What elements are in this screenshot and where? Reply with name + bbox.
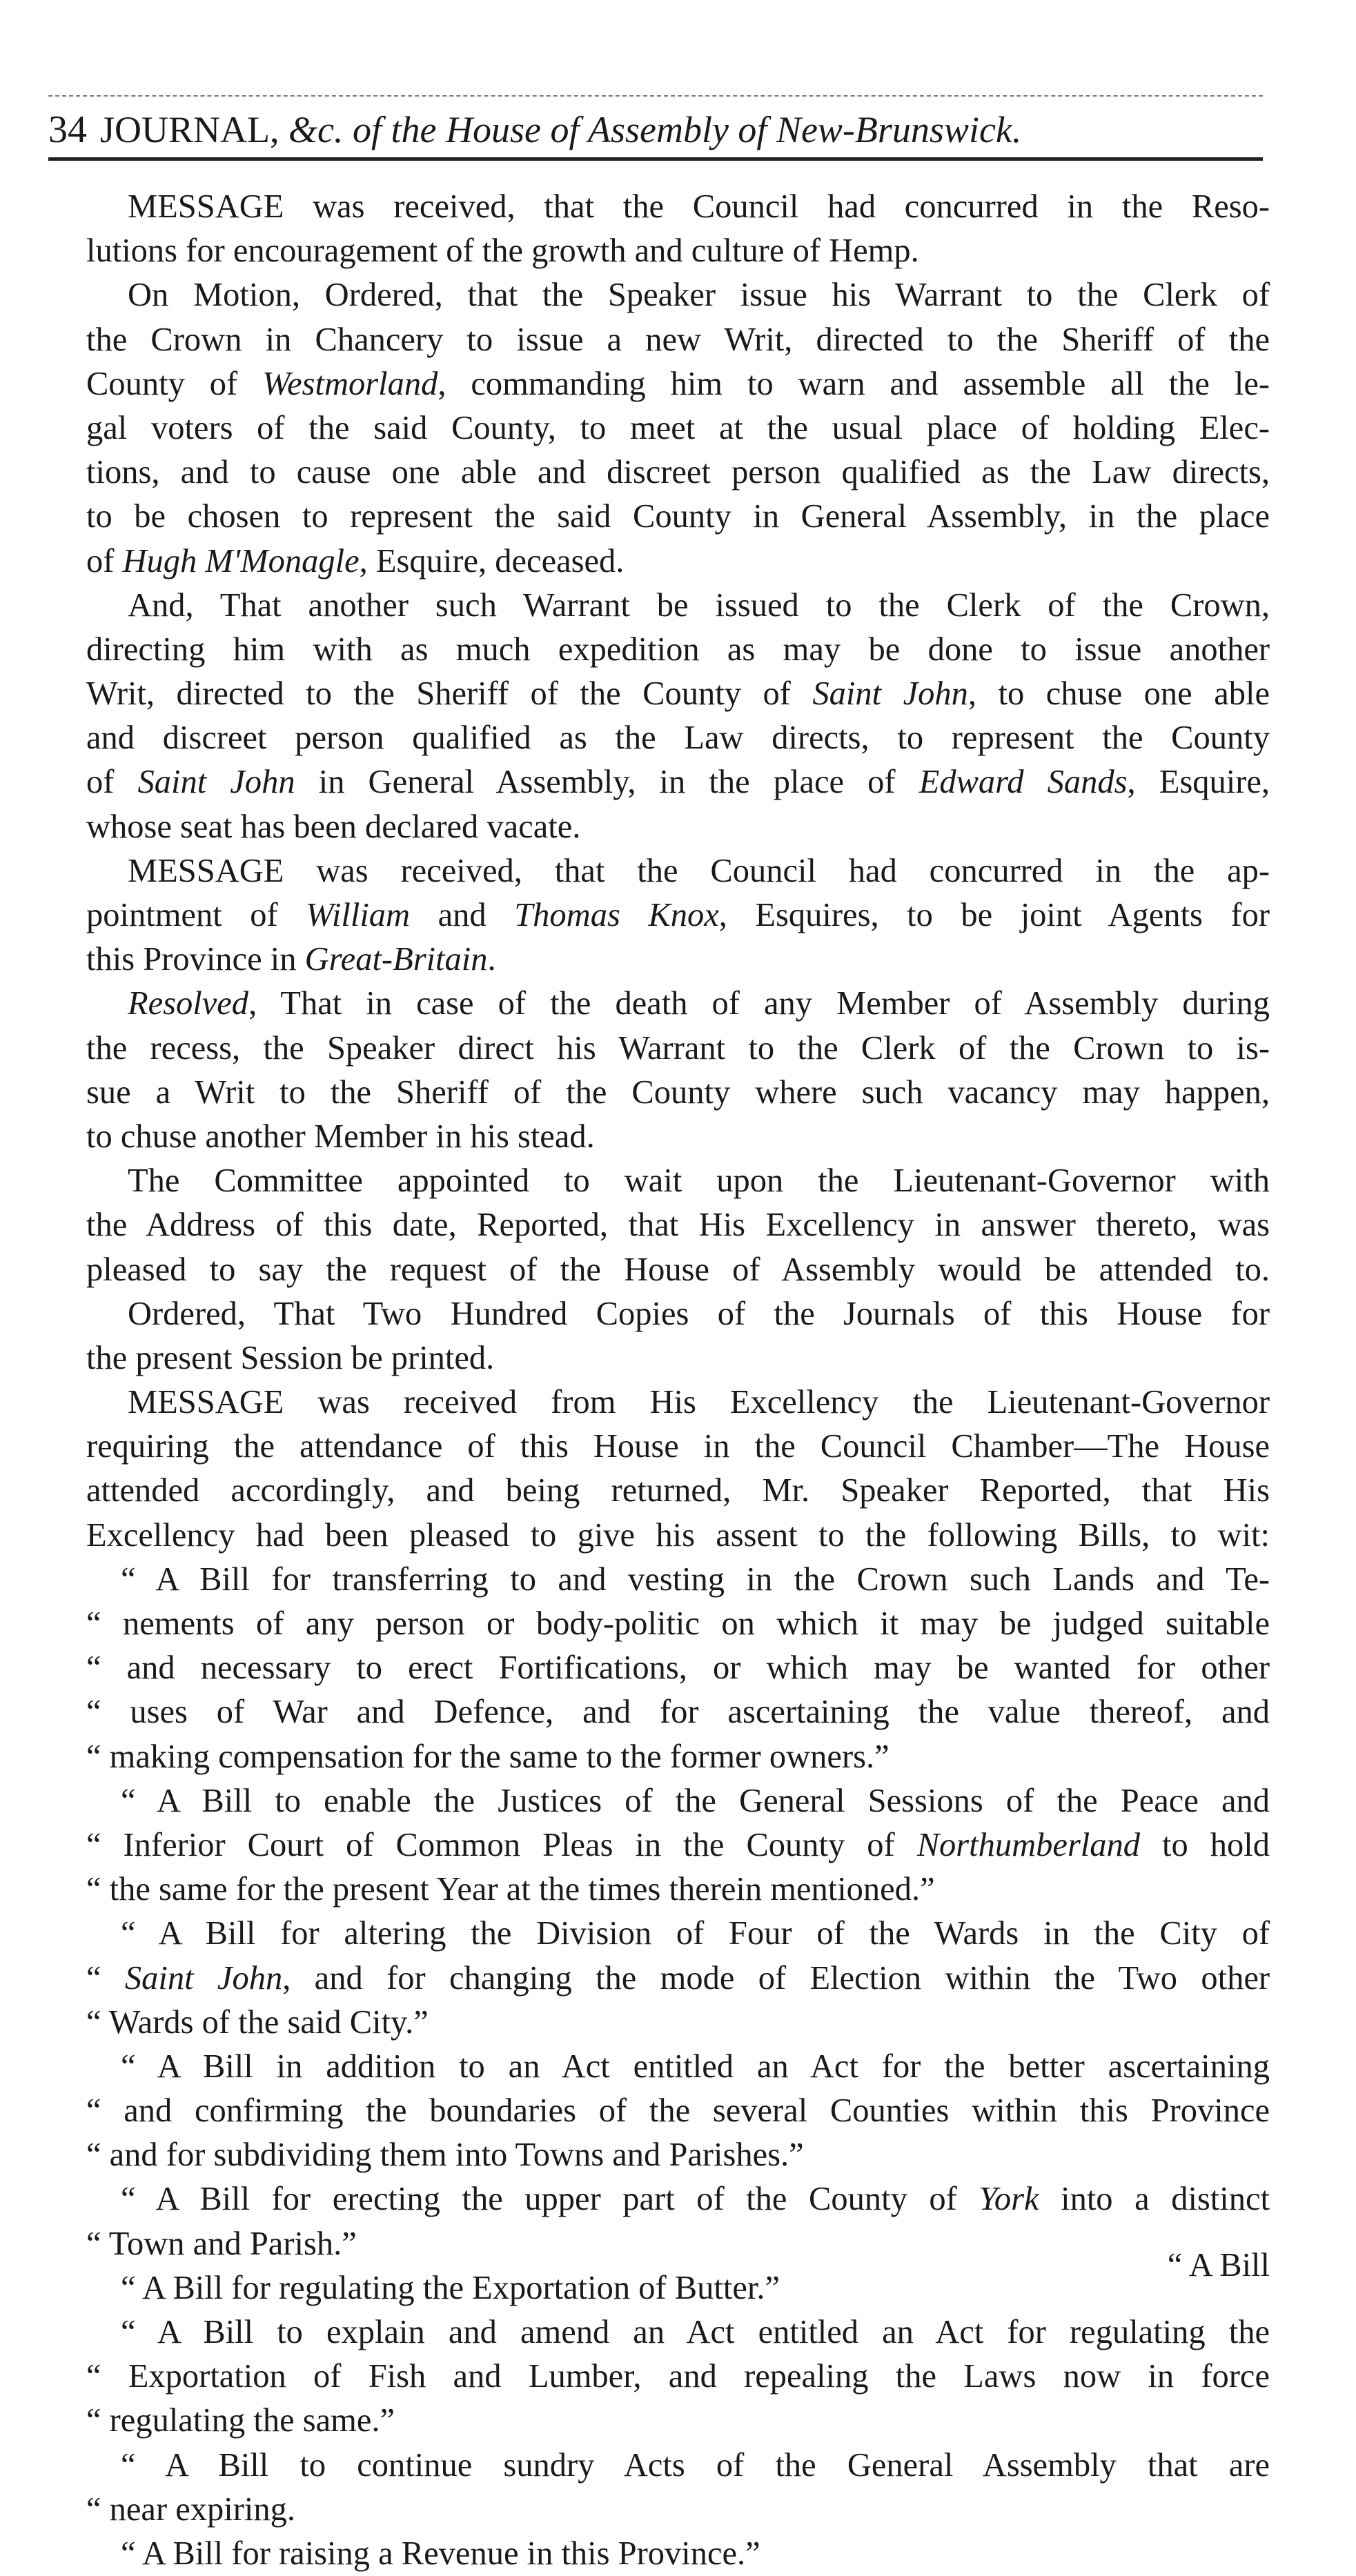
text-line [86, 1159, 1270, 1203]
text-segment: “ uses of War and Defence, and for ascertaining the value thereof, and [86, 1694, 1270, 1731]
italic-text: Saint John [137, 764, 295, 801]
text-line [86, 1779, 1270, 1823]
text-segment: , That in case of the death of any Member of Assembly during [248, 985, 1270, 1022]
italic-text: Hugh M'Monagle [122, 542, 360, 579]
text-segment: “ A Bill to enable the Justices of the General Sessions of the Peace and [121, 1782, 1270, 1819]
text-line [86, 1602, 1270, 1646]
text-line [86, 273, 1270, 317]
text-segment: “ A Bill in addition to an Act entitled an Act for the better ascertaining [121, 2048, 1270, 2085]
text-segment: “ A Bill for regulating the Exportation of Butter.” [121, 2269, 780, 2306]
text-segment: of [86, 542, 123, 579]
text-line [86, 2532, 1270, 2576]
text-segment: “ Exportation of Fish and Lumber, and repealing the Laws now in force [86, 2358, 1270, 2395]
text-line [86, 1380, 1270, 1425]
text-segment: MESSAGE was received from His Excellency the Lieutenant-Governor [128, 1384, 1270, 1421]
top-dashed-rule [48, 95, 1263, 97]
text-segment: . [487, 941, 496, 978]
text-segment: “ and necessary to erect Fortifications, or which may be wanted for other [86, 1649, 1270, 1687]
text-segment: , Esquire, deceased. [359, 542, 625, 579]
italic-text: Saint John [812, 675, 968, 713]
text-segment: of [86, 764, 138, 801]
text-segment: sue a Writ to the Sheriff of the County where such vacancy may happen, [86, 1073, 1270, 1111]
text-line [86, 2399, 1270, 2443]
italic-text: Edward Sands [918, 764, 1128, 801]
text-line [86, 362, 1270, 406]
text-segment: this Province in [86, 941, 305, 978]
text-line [86, 1469, 1270, 1513]
text-segment: tions, and to cause one able and discreet person qualified as the Law directs, [86, 454, 1270, 491]
text-segment: And, That another such Warrant be issued to the Clerk of the Crown, [128, 586, 1270, 624]
italic-text: Resolved [128, 985, 249, 1022]
text-line [86, 495, 1270, 539]
text-segment: “ A Bill for transferring to and vesting in the Crown such Lands and Te- [121, 1561, 1270, 1598]
text-segment: “ A Bill for erecting the upper part of the County of [121, 2181, 979, 2218]
text-line [86, 1956, 1270, 2001]
journal-body [86, 185, 1270, 2576]
page-header [48, 102, 1263, 157]
text-segment: “ A Bill for raising a Revenue in this Province.” [121, 2535, 760, 2572]
text-segment: and discreet person qualified as the Law directs, to represent the County [86, 720, 1270, 757]
running-head-main: JOURNAL, [100, 109, 279, 150]
running-head-rest: &c. of the House of Assembly of New-Brunswick. [288, 109, 1022, 150]
text-segment: , to chuse one able [967, 675, 1270, 713]
text-line [86, 450, 1270, 495]
text-segment: MESSAGE was received, that the Council had concurred in the ap- [128, 852, 1270, 889]
text-line [86, 1336, 1270, 1380]
text-line [86, 1115, 1270, 1159]
text-line [86, 318, 1270, 362]
text-segment: , Esquires, to be joint Agents for [718, 897, 1270, 933]
text-line [86, 849, 1270, 893]
text-segment: “ Inferior Court of Common Pleas in the County of [86, 1826, 917, 1863]
text-line [86, 1514, 1270, 1558]
text-segment: “ A Bill for altering the Division of Four of the Wards in the City of [121, 1915, 1270, 1952]
text-segment: Writ, directed to the Sheriff of the County of [86, 675, 813, 713]
text-line [86, 406, 1270, 450]
text-segment: and [410, 897, 515, 933]
text-segment: , commanding him to warn and assemble all the le- [438, 365, 1270, 402]
text-line [86, 1867, 1270, 1912]
text-line [86, 584, 1270, 628]
text-segment: “ regulating the same.” [86, 2402, 395, 2439]
text-segment: into a distinct [1039, 2181, 1270, 2218]
text-line [86, 1203, 1270, 1247]
text-line [86, 760, 1270, 804]
text-line [86, 716, 1270, 760]
text-segment: “ [86, 1959, 125, 1997]
text-segment: “ A Bill to explain and amend an Act entitled an Act for regulating the [121, 2314, 1270, 2350]
text-line [86, 1027, 1270, 1071]
catchword: “ A Bill [1167, 2247, 1270, 2283]
text-line [86, 2045, 1270, 2089]
text-line [86, 1558, 1270, 1602]
text-segment: The Committee appointed to wait upon the Lieutenant-Governor with [128, 1162, 1270, 1200]
text-line [86, 2444, 1270, 2488]
text-line [86, 1292, 1270, 1336]
text-line [86, 1912, 1270, 1956]
italic-text: Saint John [124, 1959, 283, 1997]
text-segment: “ the same for the present Year at the times therein mentioned.” [86, 1871, 935, 1908]
text-segment: in General Assembly, in the place of [295, 764, 919, 801]
text-segment: attended accordingly, and being returned, Mr. Speaker Reported, that His [86, 1472, 1270, 1509]
italic-text: Northumberland [916, 1826, 1141, 1863]
text-segment: the recess, the Speaker direct his Warrant to the Clerk of the Crown to is- [86, 1029, 1270, 1067]
text-line [86, 2355, 1270, 2399]
text-segment: requiring the attendance of this House in the Council Chamber—The House [86, 1428, 1270, 1465]
text-segment: to chuse another Member in his stead. [86, 1118, 595, 1155]
text-segment: MESSAGE was received, that the Council had concurred in the Reso- [128, 188, 1270, 225]
text-segment: County of [86, 365, 263, 402]
text-segment: Ordered, That Two Hundred Copies of the Journals of this House for [128, 1295, 1270, 1332]
text-segment: “ making compensation for the same to the former owners.” [86, 1738, 890, 1775]
text-segment: “ and confirming the boundaries of the several Counties within this Province [86, 2092, 1270, 2130]
text-line [86, 672, 1270, 716]
running-head [100, 102, 1259, 157]
text-line [86, 1425, 1270, 1469]
text-line [86, 2001, 1270, 2045]
page-number: 34 [48, 108, 87, 151]
italic-text: William [306, 897, 411, 933]
text-segment: “ nements of any person or body-politic on which it may be judged suitable [86, 1605, 1270, 1642]
italic-text: Thomas Knox [514, 897, 719, 933]
text-line [86, 1690, 1270, 1734]
text-segment: to be chosen to represent the said County in General Assembly, in the place [86, 498, 1270, 535]
text-segment: “ near expiring. [86, 2490, 295, 2528]
text-line [86, 229, 1270, 273]
text-line [86, 1823, 1270, 1867]
text-segment: whose seat has been declared vacate. [86, 808, 581, 845]
text-segment: pleased to say the request of the House of Assembly would be attended to. [86, 1251, 1270, 1288]
text-line [86, 2222, 1270, 2266]
text-line [86, 893, 1270, 938]
text-segment: “ and for subdividing them into Towns and Parishes.” [86, 2137, 804, 2174]
text-line [86, 2310, 1270, 2355]
text-line [86, 938, 1270, 982]
text-segment: gal voters of the said County, to meet at the usual place of holding Elec- [86, 409, 1270, 446]
italic-text: Westmorland [262, 365, 438, 402]
text-segment: Excellency had been pleased to give his assent to the following Bills, to wit: [86, 1516, 1270, 1554]
text-line [86, 2266, 1270, 2310]
text-segment: “ Town and Parish.” [86, 2225, 357, 2262]
text-segment: On Motion, Ordered, that the Speaker issue his Warrant to the Clerk of [128, 277, 1270, 314]
text-segment: “ A Bill to continue sundry Acts of the General Assembly that are [121, 2446, 1270, 2484]
text-line [86, 1071, 1270, 1115]
text-segment: the present Session be printed. [86, 1339, 495, 1376]
text-line [86, 2488, 1270, 2532]
text-segment: pointment of [86, 897, 306, 933]
text-line [86, 539, 1270, 584]
italic-text: Great-Britain [304, 941, 488, 978]
text-line [86, 982, 1270, 1026]
text-segment: the Address of this date, Reported, that His Excellency in answer thereto, was [86, 1207, 1270, 1244]
text-segment: “ Wards of the said City.” [86, 2003, 429, 2041]
text-line [86, 2089, 1270, 2133]
header-rule [48, 157, 1263, 161]
text-segment: directing him with as much expedition as may be done to issue another [86, 631, 1270, 668]
text-line [86, 2177, 1270, 2221]
text-segment: to hold [1140, 1826, 1270, 1863]
text-line [86, 1646, 1270, 1690]
text-line [86, 185, 1270, 229]
text-line [86, 1735, 1270, 1779]
text-line [86, 1248, 1270, 1292]
italic-text: York [979, 2181, 1039, 2218]
text-line [86, 2133, 1270, 2177]
text-line [86, 805, 1270, 849]
text-segment: , Esquire, [1127, 764, 1270, 801]
text-line [86, 628, 1270, 672]
text-segment: the Crown in Chancery to issue a new Writ, directed to the Sheriff of the [86, 321, 1270, 358]
text-segment: lutions for encouragement of the growth and culture of Hemp. [86, 232, 919, 270]
text-segment: , and for changing the mode of Election within the Two other [282, 1959, 1270, 1997]
